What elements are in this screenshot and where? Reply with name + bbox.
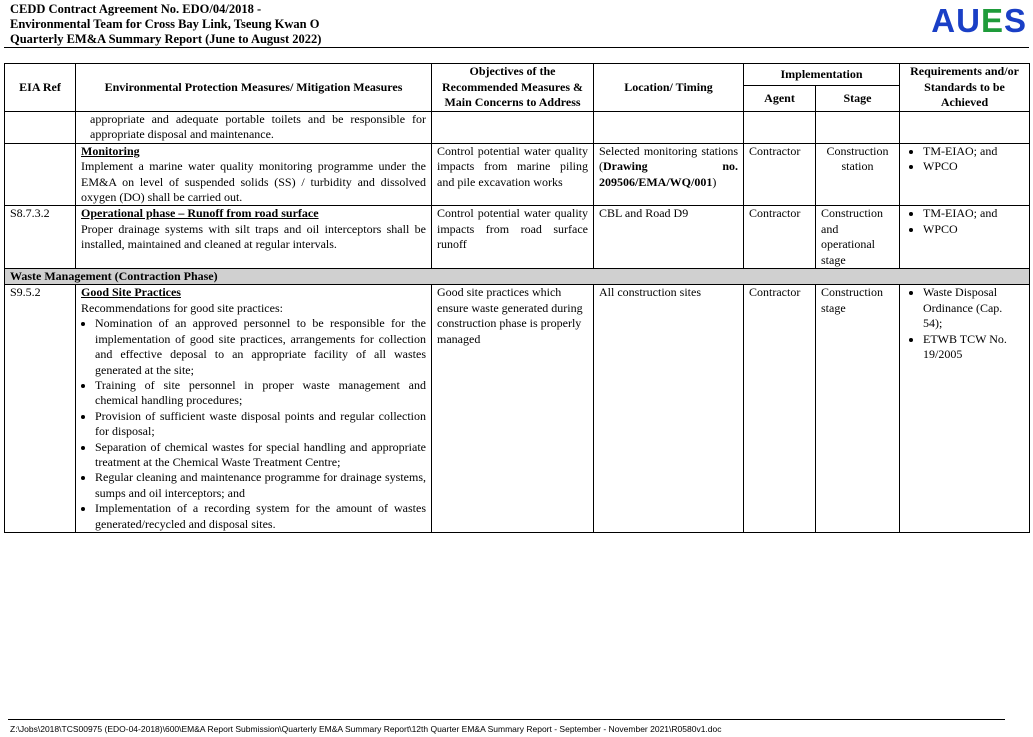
objective-cell: Control potential water quality impacts from marine piling and pile excavation works (432, 143, 594, 206)
stage-cell: Construction stage (816, 285, 900, 533)
list-item: • WPCO (923, 159, 1024, 174)
measure-title: Monitoring (81, 143, 140, 158)
list-item: • TM-EIAO; and (923, 206, 1024, 221)
header-agent: Agent (744, 86, 816, 112)
header-objectives: Objectives of the Recommended Measures & Main Concerns to Address (432, 64, 594, 112)
list-item: • ETWB TCW No. 19/2005 (923, 332, 1024, 363)
agent-cell: Contractor (744, 285, 816, 533)
measure-cell (76, 285, 432, 533)
list-item: • Provision of sufficient waste disposal points and regular collection for disposal; (95, 409, 426, 440)
stage-cell: Construction and operational stage (816, 206, 900, 269)
measure-cell (76, 143, 432, 206)
measure-text: Proper drainage systems with silt traps and oil interceptors shall be installed, maintained and cleaned at regular intervals. (81, 221, 426, 252)
requirements-list (905, 285, 1024, 362)
requirements-list (905, 206, 1024, 237)
report-header (10, 2, 321, 47)
objective-cell: Control potential water quality impacts from road surface runoff (432, 206, 594, 269)
practice-list (81, 316, 426, 532)
mitigation-measures-table (4, 63, 1030, 533)
eia-ref-cell (5, 143, 76, 206)
list-item: • Implementation of a recording system for the amount of wastes generated/recycled and disposal sites. (95, 501, 426, 532)
list-item: • Training of site personnel in proper waste management and chemical handling procedures; (95, 378, 426, 409)
list-item: • Separation of chemical wastes for special handling and appropriate treatment at the Chemical Waste Treatment Centre; (95, 440, 426, 471)
table-row (5, 206, 1030, 269)
list-item: • Waste Disposal Ordinance (Cap. 54); (923, 285, 1024, 331)
measure-title: Operational phase – Runoff from road surface (81, 206, 319, 221)
list-item: • WPCO (923, 222, 1024, 237)
agent-cell: Contractor (744, 143, 816, 206)
requirements-list (905, 144, 1024, 175)
header-measures: Environmental Protection Measures/ Mitigation Measures (76, 64, 432, 112)
measure-intro: Recommendations for good site practices: (81, 300, 283, 315)
header-stage: Stage (816, 86, 900, 112)
footer-file-path: Z:\Jobs\2018\TCS00975 (EDO-04-2018)\600\EM&A Report Submission\Quarterly EM&A Summary Report\12th Quarter EM&A Summary Report - September - November 2021\R0580v1.doc (10, 724, 722, 734)
eia-ref-cell: S9.5.2 (5, 285, 76, 533)
table-row (5, 112, 1030, 144)
list-item: • TM-EIAO; and (923, 144, 1024, 159)
header-implementation: Implementation (744, 64, 900, 86)
header-line-3: Quarterly EM&A Summary Report (June to August 2022) (10, 32, 322, 46)
table-row (5, 143, 1030, 206)
continued-measure-text: appropriate and adequate portable toilets and be responsible for appropriate disposal and maintenance. (76, 112, 432, 144)
footer-rule (8, 719, 1005, 720)
list-item: • Nomination of an approved personnel to be responsible for the implementation of good site practices, arrangements for collection and effective deposal to an appropriate facility of all wastes generated at the site; (95, 316, 426, 378)
header-rule (4, 47, 1029, 48)
header-requirements: Requirements and/or Standards to be Achieved (900, 64, 1030, 112)
location-cell: CBL and Road D9 (594, 206, 744, 269)
requirements-cell (900, 285, 1030, 533)
measure-title: Good Site Practices (81, 285, 181, 300)
eia-ref-cell: S8.7.3.2 (5, 206, 76, 269)
list-item: • Regular cleaning and maintenance programme for drainage systems, sumps and oil interceptors; and (95, 470, 426, 501)
location-cell: All construction sites (594, 285, 744, 533)
header-line-1: CEDD Contract Agreement No. EDO/04/2018 - (10, 2, 262, 16)
section-row (5, 269, 1030, 285)
measure-cell (76, 206, 432, 269)
header-eia-ref: EIA Ref (5, 64, 76, 112)
objective-cell: Good site practices which ensure waste generated during construction phase is properly managed (432, 285, 594, 533)
header-line-2: Environmental Team for Cross Bay Link, Tseung Kwan O (10, 17, 320, 31)
measure-text: Implement a marine water quality monitoring programme under the EM&A on level of suspended solids (SS) / turbidity and dissolved oxygen (DO) shall be carried out. (81, 159, 426, 205)
location-cell: Selected monitoring stations (Drawing no. 209506/EMA/WQ/001) (594, 143, 744, 206)
requirements-cell (900, 206, 1030, 269)
agent-cell: Contractor (744, 206, 816, 269)
requirements-cell (900, 143, 1030, 206)
stage-cell: Construction station (816, 143, 900, 206)
section-title: Waste Management (Contraction Phase) (5, 269, 1030, 285)
header-location: Location/ Timing (594, 64, 744, 112)
table-row (5, 285, 1030, 533)
aues-logo: AUES (931, 2, 1027, 39)
